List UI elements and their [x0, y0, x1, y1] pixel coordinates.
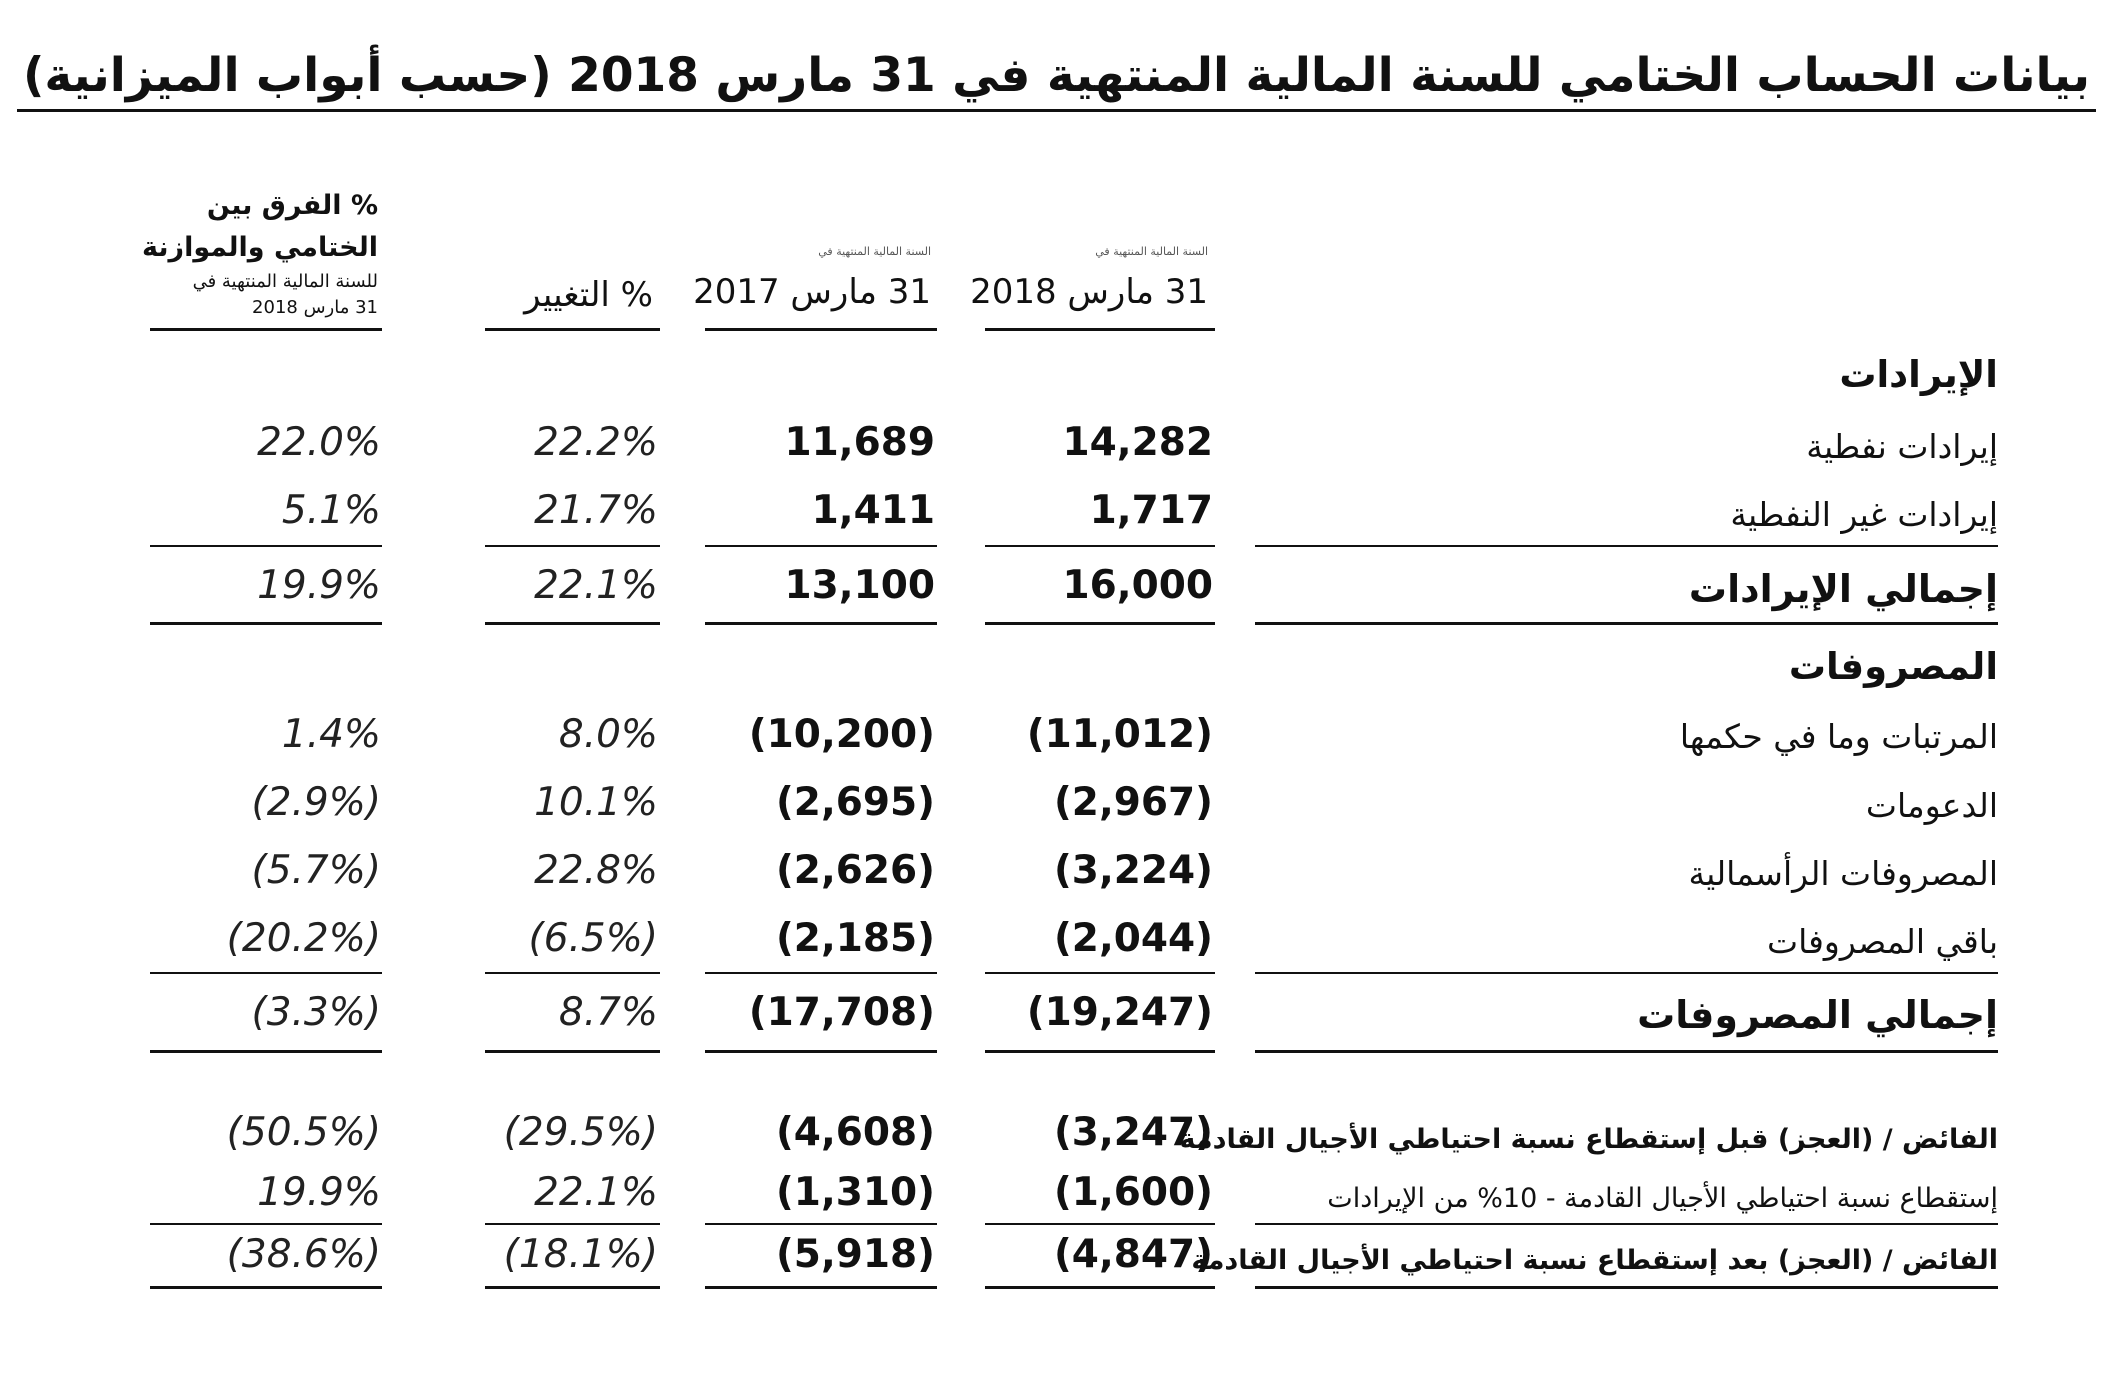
row-label: الفائض / (العجز) قبل إستقطاع نسبة احتياطي الأجيال القادمة [1179, 1124, 1998, 1155]
rule-total-revenues-bottom-2018 [985, 622, 1215, 625]
header-2017-small: السنة المالية المنتهية في [818, 245, 931, 258]
header-2018-big: 31 مارس 2018 [970, 272, 1208, 312]
change-pct: (6.5%) [528, 916, 658, 961]
value-2017: 1,411 [811, 488, 935, 533]
rule-total-revenues-top-variance [150, 545, 382, 547]
rule-final-top-label [1255, 1223, 1998, 1225]
change-pct: 10.1% [534, 780, 658, 825]
value-2017: (2,626) [775, 848, 935, 893]
section-expenses: المصروفات [1788, 645, 1998, 688]
rule-total-expenses-top-change [485, 972, 660, 974]
variance-pct: (5.7%) [251, 848, 381, 893]
value-2018: (1,600) [1053, 1170, 1213, 1215]
variance-pct: (50.5%) [226, 1110, 381, 1155]
header-rule-2017 [705, 328, 937, 331]
rule-total-revenues-bottom-label [1255, 622, 1998, 625]
rule-total-revenues-top-label [1255, 545, 1998, 547]
variance-pct: 19.9% [257, 563, 381, 608]
header-variance-line2: الختامي والموازنة [142, 232, 378, 263]
rule-total-revenues-bottom-2017 [705, 622, 937, 625]
rule-total-expenses-top-variance [150, 972, 382, 974]
value-2018: (2,967) [1053, 780, 1213, 825]
header-rule-2018 [985, 328, 1215, 331]
value-2017: (5,918) [775, 1232, 935, 1277]
change-pct: 8.7% [558, 990, 658, 1035]
value-2017: (1,310) [775, 1170, 935, 1215]
row-label: إجمالي الإيرادات [1688, 567, 1998, 611]
rule-final-top-change [485, 1223, 660, 1225]
rule-total-revenues-top-2017 [705, 545, 937, 547]
rule-final-top-2017 [705, 1223, 937, 1225]
rule-final-top-variance [150, 1223, 382, 1225]
rule-total-expenses-bottom-variance [150, 1050, 382, 1053]
value-2018: (2,044) [1053, 916, 1213, 961]
header-2017-big: 31 مارس 2017 [693, 272, 931, 312]
row-label: الدعومات [1865, 786, 1998, 825]
change-pct: 8.0% [558, 712, 658, 757]
row-label: إجمالي المصروفات [1637, 993, 1998, 1037]
variance-pct: 22.0% [257, 420, 381, 465]
value-2018: 1,717 [1089, 488, 1213, 533]
header-2017 [693, 245, 931, 312]
value-2018: 14,282 [1062, 420, 1213, 465]
row-label: باقي المصروفات [1767, 922, 1998, 961]
header-2018 [970, 245, 1208, 312]
value-2017: 11,689 [784, 420, 935, 465]
value-2017: (17,708) [748, 990, 935, 1035]
rule-total-revenues-top-2018 [985, 545, 1215, 547]
title-text: بيانات الحساب الختامي للسنة المالية المنتهية في 31 مارس 2018 (حسب أبواب الميزانية) [17, 48, 2096, 112]
change-pct: 22.1% [534, 563, 658, 608]
row-label: الفائض / (العجز) بعد إستقطاع نسبة احتياطي الأجيال القادمة [1191, 1245, 1998, 1276]
rule-total-expenses-bottom-change [485, 1050, 660, 1053]
change-pct: (29.5%) [503, 1110, 658, 1155]
value-2018: (3,247) [1053, 1110, 1213, 1155]
header-rule-change [485, 328, 660, 331]
header-change [524, 275, 653, 315]
header-rule-variance [150, 328, 382, 331]
header-2018-small: السنة المالية المنتهية في [1095, 245, 1208, 258]
row-label: المرتبات وما في حكمها [1679, 717, 1998, 756]
rule-total-expenses-top-label [1255, 972, 1998, 974]
value-2017: 13,100 [784, 563, 935, 608]
rule-total-expenses-bottom-2017 [705, 1050, 937, 1053]
value-2018: (11,012) [1026, 712, 1213, 757]
variance-pct: 5.1% [281, 488, 381, 533]
row-label: المصروفات الرأسمالية [1688, 854, 1998, 893]
value-2018: (3,224) [1053, 848, 1213, 893]
change-pct: 22.1% [534, 1170, 658, 1215]
rule-final-top-2018 [985, 1223, 1215, 1225]
rule-final-bottom-2018 [985, 1286, 1215, 1289]
change-pct: 21.7% [534, 488, 658, 533]
rule-total-expenses-bottom-label [1255, 1050, 1998, 1053]
variance-pct: (20.2%) [226, 916, 381, 961]
rule-total-expenses-top-2017 [705, 972, 937, 974]
row-label: إيرادات غير النفطية [1730, 495, 1998, 534]
rule-final-bottom-2017 [705, 1286, 937, 1289]
rule-final-bottom-change [485, 1286, 660, 1289]
variance-pct: (2.9%) [251, 780, 381, 825]
rule-total-expenses-bottom-2018 [985, 1050, 1215, 1053]
header-variance [142, 185, 378, 321]
value-2017: (4,608) [775, 1110, 935, 1155]
change-pct: 22.8% [534, 848, 658, 893]
rule-final-bottom-variance [150, 1286, 382, 1289]
value-2017: (10,200) [748, 712, 935, 757]
change-pct: (18.1%) [503, 1232, 658, 1277]
variance-pct: 1.4% [281, 712, 381, 757]
change-pct: 22.2% [534, 420, 658, 465]
rule-total-revenues-top-change [485, 545, 660, 547]
rule-final-bottom-label [1255, 1286, 1998, 1289]
rule-total-revenues-bottom-change [485, 622, 660, 625]
rule-total-revenues-bottom-variance [150, 622, 382, 625]
header-variance-line3: للسنة المالية المنتهية في [192, 271, 378, 292]
value-2018: (19,247) [1026, 990, 1213, 1035]
value-2018: 16,000 [1062, 563, 1213, 608]
row-label: إستقطاع نسبة احتياطي الأجيال القادمة - 10% من الإيرادات [1327, 1183, 1998, 1214]
header-variance-line4: 31 مارس 2018 [252, 297, 378, 318]
header-change-label: % التغيير [524, 275, 653, 315]
variance-pct: (38.6%) [226, 1232, 381, 1277]
row-label: إيرادات نفطية [1806, 427, 1998, 466]
section-revenues: الإيرادات [1839, 353, 1998, 396]
value-2018: (4,847) [1053, 1232, 1213, 1277]
header-variance-line1: % الفرق بين [206, 190, 378, 221]
value-2017: (2,185) [775, 916, 935, 961]
page-title [0, 48, 2113, 112]
variance-pct: (3.3%) [251, 990, 381, 1035]
variance-pct: 19.9% [257, 1170, 381, 1215]
value-2017: (2,695) [775, 780, 935, 825]
rule-total-expenses-top-2018 [985, 972, 1215, 974]
